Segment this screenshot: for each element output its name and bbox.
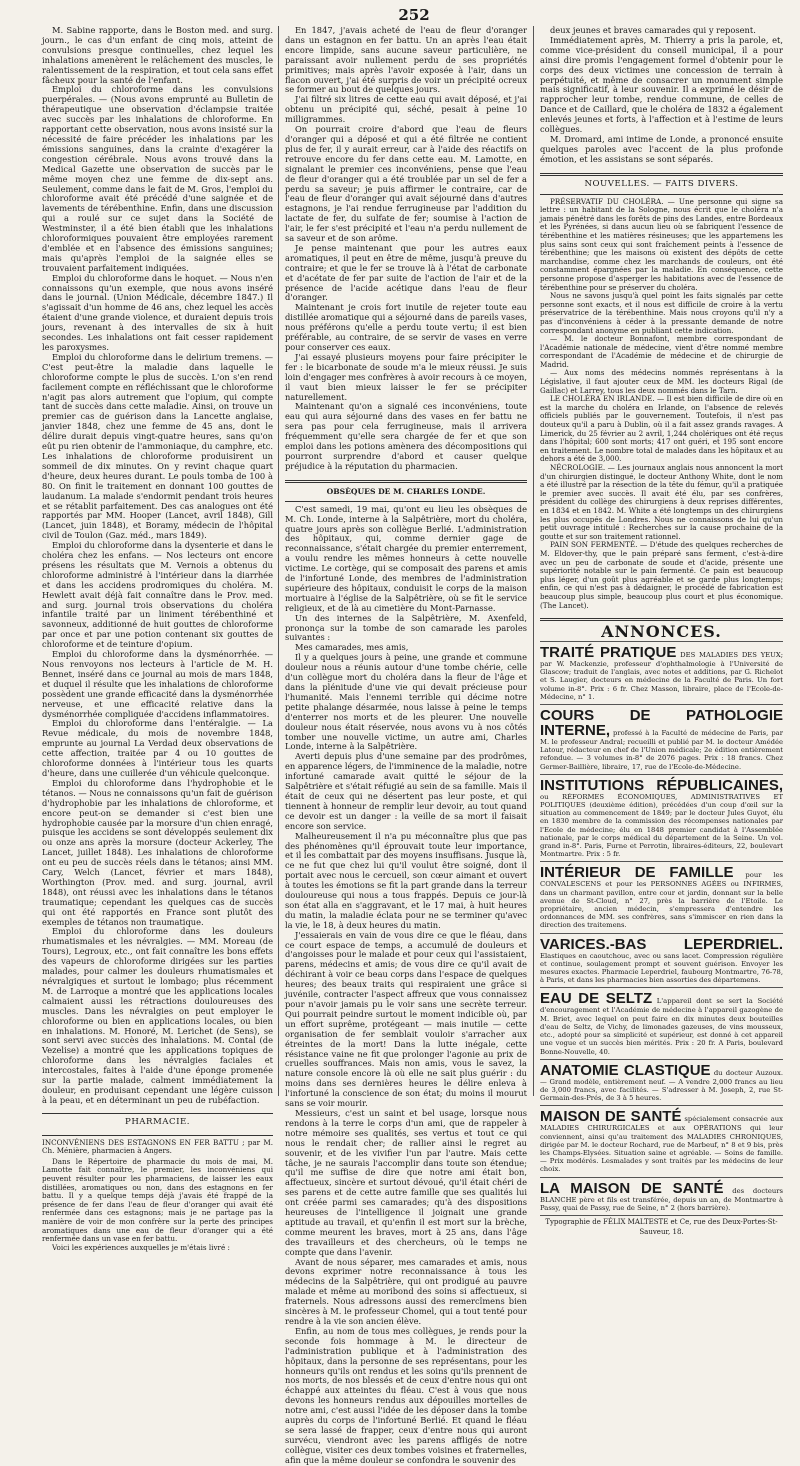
paragraph: Il y a quelques jours à peine, une grande et commune douleur nous a réunis autour d'une tombe chérie, celle d'un collègue mort du choléra dans la fleur de l'âge et dans la plénitude d'une vie qui devait précieuse pour l'humanité. Mais l'ennemi terrible qui décime notre petite phalange désarmée, nous laisse à peine le temps d'enterrer nos morts et de les pleurer. Une nouvelle douleur nous était réservée, nous avons vu à nos côtés tomber une nouvelle victime, un autre ami, Charles Londe, interne à la Salpêtrière. [285,652,527,752]
paragraph: En 1847, j'avais acheté de l'eau de fleur d'oranger dans un estagnon en fer battu. Un an après l'eau était encore limpide, sans aucune saveur particulière, ne paraissant avoir nullement perdu de ses propriétés primitives; mais après l'avoir exposée à l'air, dans un flacon ouvert, j'ai été surpris de voir un précipité ocreux se former au bout de quelques jours. [285,25,527,95]
paragraph: Enfin, au nom de tous mes collègues, je rends pour la seconde fois hommage à M. le directeur de l'administration publique et à l'administration des hôpitaux, dans la personne de ses représentans, pour les honneurs qu'ils ont rendus et les soins qu'ils prennent de nos morts, de nos blessés et de ceux d'entre nous qui ont échappé aux atteintes du fléau. C'est à vous que nous devons les honneurs rendus aux dépouilles mortelles de notre ami, c'est aussi l'idée de les déposer dans la tombe auprès du corps de l'infortuné Berlié. Et quand le fléau se sera lassé de frapper, ceux d'entre nous qui auront survécu, viendront avec les parens affligés de notre collègue, visiter ces deux tombes voisines et fraternelles, afin que la même douleur se confondra le souvenir des [285,1325,527,1465]
section-title-pharmacie: PHARMACIE. [125,1116,190,1127]
paragraph: J'ai essayé plusieurs moyens pour faire précipiter le fer : le bicarbonate de soude m'a le mieux réussi. Je suis loin d'engager mes confrères à avoir recours à ce moyen, il vaut bien mieux laisser le fer se précipiter naturellement. [285,351,527,402]
page-number: 252 [398,6,430,24]
ad-title: EAU DE SELTZ [540,990,653,1008]
paragraph: Maintenant je crois fort inutile de rejeter toute eau distillée aromatique qui a séjourné dans de pareils vases, nous préférons qu'elle a perdu toute vertu; il est bien préférable, au contraire, de se servir de vases en verre pour conserver ces eaux. [285,302,527,352]
ad-title: ANATOMIE CLASTIQUE [540,1061,711,1079]
paragraph: Emploi du chloroforme dans la dysenterie et dans le choléra chez les enfans. — Nos lecteurs ont encore présens les résultats que M. Vernois a obtenus du chloroforme administré à l'intérieur dans la diarrhée et dans les accidens prodromiques du choléra. M. Hewlett avait déjà fait connaître dans le Prov. med. and surg. journal trois observations du choléra infantile traité par un liniment térébenthiné et savonneux, additionné de huit gouttes de chloroforme par once et par une potion contenant six gouttes de chloroforme et de teinture d'opium. [42,540,273,650]
ad-text: ou RÉFORMES ÉCONOMIQUES, ADMINISTRATIVES ET POLITIQUES (deuxième édition), précédées d'un coup d'œil sur la situation au commencement de 1849; par le docteur Jules Guyot, élu en 1830 membre de la commission des récompenses nationales par l'Ecole de médecine; élu en 1848 premier candidat à l'Assemblée nationale, par le corps médical du département de la Seine. Un vol. grand in-8°. Paris, Furne et Perrotin, libraires-éditeurs, 22, boulevart Montmartre. Prix : 5 fr. [540,792,783,859]
paragraph: On pourrait croire d'abord que l'eau de fleurs d'oranger qui a déposé et qui a été filtrée ne contient plus de fer, il y aurait erreur, car à l'aide des réactifs on retrouve encore du fer dans cette eau. M. Lamotte, en signalant le premier ces inconvéniens, pense que l'eau de fleur d'oranger qui a été troublée par un sel de fer a perdu sa saveur; je puis affirmer le contraire, car de l'eau de fleur d'oranger qui avait séjourné dans d'autres estagnons, je l'ai rendue ferrugineuse par l'addition du lactate de fer, du sulfate de fer; soumise à l'action de l'air, le fer s'est précipité et l'eau n'a perdu nullement de sa saveur et de son arôme. [285,124,527,244]
section-title-nouvelles: NOUVELLES. — FAITS DIVERS. [584,178,739,189]
news-item: PRÉSERVATIF DU CHOLÉRA. — Une personne qui signe sa lettre : un habitant de la Sologne, nous écrit que le choléra n'a jamais pénétré dans les forêts de pins des Landes, entre Bordeaux et les Pyrénées, si dans aucun lieu où se fabriquent l'essence de térébenthine et les matières résineuses; que les appartemens les plus sains sont ceux qui sont fraîchement peints à l'essence de térébenthine; que les maisons où existent des dépôts de cette marchandise, comme chez les marchands de couleurs, ont été constamment épargnées par la maladie. En conséquence, cette personne propose d'asperger les habitations avec de l'essence de térébenthine pour se préserver du choléra. [540,196,783,292]
paragraph: Emploi du chloroforme dans l'entéralgie. — La Revue médicale, du mois de novembre 1848, emprunte au journal La Verdad deux observations de cette affection, traitée par 4 ou 10 gouttes de chloroforme données à l'intérieur tous les quarts d'heure, dans une cuillerée d'un véhicule quelconque. [42,718,273,778]
ad-text: professé à la Faculté de médecine de Paris, par M. le professeur Andral; recueilli et publié par M. le docteur Amédée Latour, rédacteur en chef de l'Union médicale; 2e édition entièrement refondue. — 3 volumes in-8° de 2076 pages. Prix : 18 francs. Chez Germer-Baillière, libraire, 17, rue de l'Ecole-de-Médecine. [540,729,783,771]
news-item: PAIN SON FERMENTÉ. — D'étude des quelques recherches de M. Eldover-thy, que le pain préparé sans ferment, c'est-à-dire avec un peu de carbonate de soude et d'acide, présente une supériorité notable sur le pain fermenté. Ce pain est beaucoup plus léger, d'un goût plus agréable et se garde plus longtemps; enfin, ce qui n'est pas à dédaigner, le procédé de fabrication est beaucoup plus simple, beaucoup plus court et plus économique. (The Lancet). [540,540,783,610]
advertisement [540,933,783,988]
ad-title: VARICES.-BAS LEPERDRIEL. [540,935,783,953]
ad-title: LA MAISON DE SANTÉ [540,1179,724,1197]
ad-text: DES MALADIES DES YEUX; par W. Mackenzie, professeur d'ophthalmologie à l'Université de Glascow; traduit de l'anglais, avec notes et additions, par G. Richelot et S. Laugier, docteurs en médecine de la Faculté de Paris. Un fort volume in-8°. Prix : 6 fr. Chez Masson, libraire, place de l'Ecole-de-Médecine, n° 1. [540,651,783,701]
rule [42,1135,273,1136]
paragraph: Immédiatement après, M. Thierry a pris la parole, et, comme vice-président du conseil municipal, il a pour ainsi dire promis l'engagement formel d'obtenir pour le corps des deux victimes une concession de terrain à perpétuité, et même de consacrer un monument simple mais significatif, à leur souvenir. Il a exprimé le désir de rapprocher leur tombe, rendue commune, de celles de Dance et de Caillard, que le choléra de 1832 a également enlevés jeunes et forts, à l'affection et à l'estime de leurs collègues. [540,34,783,135]
rule [285,501,527,502]
news-item: NÉCROLOGIE. — Les journaux anglais nous annoncent la mort d'un chirurgien distingué, le docteur Anthony White, dont le nom a été illustré par la résection de la tête du fémur, qu'il a pratiquée le premier avec succès. Il avait été élu, par ses confrères, président du collège des chirurgiens à deux reprises différentes, en 1834 et en 1842. M. White a été longtemps un des chirurgiens les plus occupés de Londres. Nous ne connaissons de lui qu'un petit ouvrage intitulé : Recherches sur la cause prochaine de la goutte et sur son traitement rationnel. [540,463,783,541]
rule [42,1113,273,1114]
paragraph: Emploi du chloroforme dans les convulsions puerpérales. — (Nous avons emprunté au Bulletin de thérapeutique une observation d'éclampsie traitée avec succès par les inhalations de chloroforme. En rapportant cette observation, nous avons insisté sur la nécessité de faire précéder les inhalations par les émissions sanguines, dans la crainte d'exagérer la congestion cérébrale. Nous avons trouvé dans la Medical Gazette une observation de succès par le même moyen chez une femme de dix-sept ans. Seulement, comme dans le fait de M. Gros, l'emploi du chloroforme avait été précédé d'une saignée et de lavements de térébenthine. Enfin, dans une discussion qui a roulé sur ce sujet dans la Société de Westminster, il a été bien établi que les inhalations chloroformiques pouvaient être employées rarement d'emblée et en l'absence des émissions sanguines; mais qu'après l'emploi de la saignée elles se trouvaient parfaitement indiquées. [42,84,273,273]
news-item: LE CHOLÉRA EN IRLANDE. — Il est bien difficile de dire où en est la marche du choléra en Irlande, on l'absence de relevés officiels publiés par le gouvernement. Toutefois, il n'est pas douteux qu'il a paru à Dublin, où il a fait assez grands ravages. A Limerick, du 25 février au 2 avril, 1,244 cholériques ont été reçus dans l'hôpital; 600 sont morts; 417 ont guéri, et 195 sont encore en traitement. Le nombre total de malades dans les hôpitaux et au dehors a été de 3,000. [540,394,784,464]
advertisement [540,1177,783,1215]
paragraph: Emploi du chloroforme dans le delirium tremens. — C'est peut-être la maladie dans laquelle le chloroforme compte le plus de succès. L'on s'en rend facilement compte en réfléchissant que le chloroforme n'agit pas alors autrement que l'opium, qui compte tant de succès dans cette maladie. Ainsi, on trouve un premier cas de guérison dans la Lancette anglaise, janvier 1848, chez une femme de 45 ans, dont le délire durait depuis vingt-quatre heures, sans qu'on eût pu rien obtenir de l'ammoniaque, du camphre, etc. Les inhalations de chloroforme produisirent un sommeil de dix minutes. On y revint chaque quart d'heure, deux heures durant. Le pouls tomba de 100 à 80. On finit le traitement en donnant 100 gouttes de laudanum. La malade s'endormit pendant trois heures et se rétablit parfaitement. Des cas analogues ont été rapportés par MM. Hooper (Lancet, avril 1848), Gill (Lancet, juin 1848), et Boramy, médecin de l'hôpital civil de Toulon (Gaz. méd., mars 1849). [42,351,273,541]
ad-title: INTÉRIEUR DE FAMILLE [540,864,734,882]
paragraph: Dans le Répertoire de pharmacie du mois de mai, M. Lamotte fait connaître, le premier, les inconvéniens qui peuvent résulter pour les pharmaciens, de laisser les eaux distillées, aromatiques ou non, dans des estagnons en fer battu. Il y a quelque temps déjà j'avais été frappé de la présence de fer dans l'eau de fleur d'oranger qui avait été renfermée dans ces estagnons; mais je ne partage pas la manière de voir de mon confrère sur la perte des principes aromatiques dans une eau de fleur d'oranger qui a été renfermée dans un vase en fer battu. [42,1156,273,1244]
paragraph: Voici les expériences auxquelles je m'étais livré : [52,1242,230,1252]
rule [285,480,527,483]
column-3 [534,25,784,1236]
ad-title: COURS DE PATHOLOGIE INTERNE, [540,707,783,740]
section-title-obseques: OBSÈQUES DE M. CHARLES LONDE. [326,486,486,496]
news-item: — M. le docteur Bonnafont, membre correspondant de l'Académie nationale de médecine, vient d'être nommé membre correspondant de l'Académie de médecine et de chirurgie de Madrid. [540,334,783,369]
rule [540,194,783,195]
news-item: Nous ne savons jusqu'à quel point les faits signalés par cette personne sont exacts, et il nous est difficile de croire à la vertu préservatrice de la térébenthine. Mais nous croyons qu'il n'y a pas d'inconvéniens à céder à la pressante demande de notre correspondant anonyme en publiant cette indication. [540,291,783,335]
paragraph: Emploi du chloroforme dans les douleurs rhumatismales et les névralgies. — MM. Moreau (de Tours), Legroux, etc., ont fait connaître les bons effets des vapeurs de chloroforme dirigées sur les parties malades, pour calmer les douleurs rhumatismales et névralgiques et surtout le lombago; plus récemment M. de Larroque a montré que les applications locales calmaient aussi les rétractions douloureuses des muscles. Dans les névralgies on peut employer le chloroforme ou bien en applications locales, ou bien en inhalations. M. Honoré, M. Lerichet (de Sens), se sont servi avec succès des inhalations. M. Contal (de Vezelise) a montré que les applications topiques de chloroforme dans les névralgies faciales et intercostales, faites à l'aide d'une éponge promenée sur la partie malade, calment immédiatement la douleur, en produisant cependant une légère cuisson à la peau, et en déterminant un peu de rubéfaction. [42,926,273,1105]
ad-title: TRAITÉ PRATIQUE [540,644,677,661]
ad-text: des docteurs BLANCHE père et fils est transférée, depuis un an, de Montmartre à Passy, quai de Passy, rue de Seine, n° 2 (hors barrière). [540,1186,784,1212]
paragraph: Emploi du chloroforme dans l'hydrophobie et le tétanos. — Nous ne connaissons qu'un fait de guérison d'hydrophobie par les inhalations de chloroforme, et encore peut-on se demander si c'est bien une hydrophobie causée par la morsure d'un chien enragé, puisque les accidens se sont développés seulement dix ou onze ans après la morsure (docteur Ackerley, The Lancet, juillet 1848). Les inhalations de chloroforme ont eu peu de succès réels dans le tétanos; ainsi MM. Cary, Welch (Lancet, février et mars 1848), Worthington (Prov. med. and surg. journal, avril 1848), ont réussi avec les inhalations dans le tétanos traumatique; cependant les quelques cas de succès qui ont été rapportés en France sont plutôt des exemples de tétanos non traumatique. [42,777,273,927]
article-head: INCONVÉNIENS DES ESTAGNONS EN FER BATTU ; par M. Ch. Ménière, pharmacien à Angers. [42,1137,273,1156]
ad-text: L'appareil dont se sert la Société d'encouragement et l'Académie de médecine à l'appareil gazogène de M. Briet, avec lequel on peut faire en dix minutes deux bouteilles d'eau de Seltz, de Vichy, de limonades gazeuses, de vins mousseux, etc., adopté pour sa simplicité et supérieur, est donné à cet appareil une vogue et un succès bien mérités. Prix : 20 fr. A Paris, boulevard Bonne-Nouvelle, 40. [540,997,783,1056]
column-1 [42,25,279,1252]
advertisement [540,1105,783,1176]
advertisement [540,1059,783,1106]
paragraph: M. Sabine rapporte, dans le Boston med. and surg. journ., le cas d'un enfant de cinq mois, atteint de convulsions presque continuelles, chez lequel les inhalations amenèrent le relâchement des muscles, le ralentissement de la respiration, et tout cela sans effet fâcheux pour la santé de l'enfant. [42,25,273,85]
ad-text: spécialement consacrée aux MALADIES CHIRURGICALES et aux OPÉRATIONS qui leur conviennent, ainsi qu'au traitement des MALADIES CHRONIQUES, dirigée par M. le docteur Rochard, rue de Marbeuf, n° 8 et 9 bis, près les Champs-Elysées. Situation saine et agréable. — Soins de famille. — Prix modérés. Lesmalades y sont traités par les médecins de leur choix. [540,1115,783,1174]
paragraph: Maintenant qu'on a signalé ces inconvéniens, toute eau qui aura séjourné dans des vases en fer battu ne sera pas pour cela ferrugineuse, mais il arrivera fréquemment qu'elle sera chargée de fer et que son emploi dans les potions amènera des décompositions qui pourront surprendre d'abord et causer quelque préjudice à la réputation du pharmacien. [285,401,527,471]
paragraph: J'ai filtré six litres de cette eau qui avait déposé, et j'ai obtenu un précipité qui, séché, pesait à peine 10 milligrammes. [285,94,527,125]
paragraph: Emploi du chloroforme dans la dysménorrhée. — Nous renvoyons nos lecteurs à l'article de M. H. Bennet, inséré dans ce journal au mois de mars 1848, et duquel il résulte que les inhalations de chloroforme possèdent une grande efficacité dans la dysménorrhée nerveuse, et une efficacité relative dans la dysménorrhée compliquée d'accidens inflammatoires. [42,649,273,719]
news-item: — Aux noms des médecins nommés représentans à la Législative, il faut ajouter ceux de MM. les docteurs Rigal (de Gaillac) et Larrey, tous les deux nommés dans le Tarn. [540,368,783,395]
column-2 [279,25,534,1465]
annonces-title: ANNONCES. [601,622,722,642]
ad-text: du docteur Auzoux. — Grand modèle, entièrement neuf. — A vendre 2,000 francs au lieu de 3,000 francs, avec facilités. — S'adresser à M. Joseph, 2, rue St-Germain-des-Prés, de 3 à 5 heures. [540,1068,784,1103]
paragraph: Emploi du chloroforme dans le hoquet. — Nous n'en connaissons qu'un exemple, que nous avons inséré dans le journal. (Union Médicale, décembre 1847.) Il s'agissait d'un homme de 46 ans, chez lequel les accès étaient d'une grande violence, et duraient depuis trois jours, revenant à des intervalles de six à huit secondes. Les inhalations ont fait cesser rapidement les paroxysmes. [42,272,273,352]
paragraph: C'est samedi, 19 mai, qu'ont eu lieu les obsèques de M. Ch. Londe, interne à la Salpêtrière, mort du choléra, quatre jours après son collègue Berlié. L'administration des hôpitaux, qui, comme dernier gage de reconnaissance, s'était chargée du premier enterrement, a voulu rendre les mêmes honneurs à cette nouvelle victime. Le cortège, qui se composait des parens et amis de l'infortuné Londe, des membres de l'administration supérieure des hôpitaux, conduisit le corps de la maison mortuaire à l'église de la Salpêtrière, où se fit le service religieux, et de là au cimetière du Mont-Parnasse. [285,503,527,613]
paragraph: Je pense maintenant que pour les autres eaux aromatiques, il peut en être de même, jusqu'à preuve du contraire; et que le fer se trouve là à l'état de carbonate et d'acétate de fer par suite de l'action de l'air et de la présence de l'acide acétique dans l'eau de fleur d'oranger. [285,242,527,303]
advertisement [540,861,783,932]
paragraph: Mes camarades, mes amis, [295,642,409,653]
advertisement [540,641,783,704]
rule [540,618,783,621]
paragraph: Malheureusement il n'a pu méconnaître plus que pas des phénomènes qu'il éprouvait toute leur importance, et il les combattait par des moyens insuffisans. Jusque là, ce ne fut que chez lui qu'il voulut être soigné, dont il portait avec nous le cercueil, son cœur aimant et ouvert à toutes les émotions se fit la part grande dans la terreur douloureuse qui nous a tous frappés. Depuis ce jour-là son état alla en s'aggravant, et le 17 mai, à huit heures du matin, la maladie éclata pour ne se terminer qu'avec la vie, le 18, à deux heures du matin. [285,830,527,930]
ad-title: INSTITUTIONS RÉPUBLICAINES, [540,776,783,794]
ad-text: pour les CONVALESCENS et pour les PERSONNES AGÉES ou INFIRMES, dans un charmant pavillon, entre cour et jardin, donnant sur la belle avenue de St-Cloud, n° 27, près la barrière de l'Etoile. Le propriétaire, ancien médecin, s'empressera d'entendre les ordonnances de MM. ses confrères, sans s'immiscer en rien dans la direction des traitemens. [540,871,784,930]
paragraph: Un des internes de la Salpêtrière, M. Axenfeld, prononça sur la tombe de son camarade les paroles suivantes : [285,612,527,643]
advertisement [540,704,783,774]
paragraph: deux jeunes et braves camarades qui y reposent. [550,25,756,35]
ad-text: Elastiques en caoutchouc, avec ou sans lacet. Compression régulière et continue, soulagement prompt et souvent guérison. Envoyer les mesures exactes. Pharmacie Leperdriel, faubourg Montmartre, 76-78, à Paris, et dans les pharmacies bien assorties des départemens. [540,951,783,985]
columns [42,25,786,1465]
advertisement [540,987,783,1058]
paragraph: M. Dromard, ami intime de Londe, a prononcé ensuite quelques paroles avec l'accent de la plus profonde émotion, et les assistans se sont séparés. [540,133,783,164]
paragraph: J'essaierais en vain de vous dire ce que le fléau, dans ce court espace de temps, a accumulé de douleurs et d'angoisses pour le malade et pour ceux qui l'assistaient, parens, médecins et amis; de vous dire ce qu'il avait de déchirant à voir ce beau corps dans l'espace de quelques heures; des beaux traits qui respiraient une grâce si juvénile, contracter l'aspect affreux que vous connaissez pour n'avoir jamais pu le voir sans une secrète terreur. Qui pourrait peindre surtout le moment indicible où, par un effort suprême, protégeant — mais inutile — cette organisation de fer semblait vouloir s'arracher aux étreintes de la mort! Dans la lutte inégale, cette résistance vaine ne fit que prolonger l'agonie au prix de cruelles souffrances. Mais non amis, vous le savez, la nature console encore là où elle ne sait plus guérir : du moins dans ses dernières heures le délire enleva à l'infortuné la conscience de son état; du moins il mourut sans se voir mourir. [285,929,527,1109]
rule [540,173,783,176]
paragraph: Messieurs, c'est un saint et bel usage, lorsque nous rendons à la terre le corps d'un ami, que de rappeler à notre mémoire ses qualités, ses vertus et tout ce qui nous le rendait cher; de rallier ainsi le regret au souvenir, et de les vivifier l'un par l'autre. Mais cette tâche, je ne saurais l'accomplir dans toute son étendue; qu'il me suffise de dire que notre ami était bon, affectueux, sincère et surtout dévoué, qu'il était chéri de ses parens et de cette autre famille que ses qualités lui ont créée parmi ses camarades; qu'à des dispositions heureuses de l'intelligence il joignait une grande aptitude au travail, et qu'enfin il est mort sur la brèche, comme meurent les braves, mort à 25 ans, dans l'âge des travailleurs et des chercheurs, où le temps ne compte que dans l'avenir. [285,1107,527,1257]
ad-title: MAISON DE SANTÉ [540,1108,682,1126]
paragraph: Averti depuis plus d'une semaine par des prodrômes, en apparence légers, de l'imminence de la maladie, notre infortuné camarade avait quitté le séjour de la Salpêtrière et s'était réfugié au sein de sa famille. Mais il était de ceux qui ne désertent pas leur poste, et qui tiennent à honneur de remplir leur devoir, au tout quand ce devoir est un danger : la veille de sa mort il faisait encore son service. [285,751,527,831]
printer-footer: Typographie de FÉLIX MALTESTE et Ce, rue des Deux-Portes-St-Sauveur, 18. [540,1215,783,1238]
paragraph: Avant de nous séparer, mes camarades et amis, nous devons exprimer notre reconnaissance à tous les médecins de la Salpêtrière, qui ont prodigué au pauvre malade et même au moribond des soins si affectueux, si fraternels. Nous adressons aussi des remercîmens bien sincères à M. le professeur Chomel, qui a tout tenté pour rendre à la vie son ancien élève. [285,1256,527,1326]
advertisement [540,774,783,862]
